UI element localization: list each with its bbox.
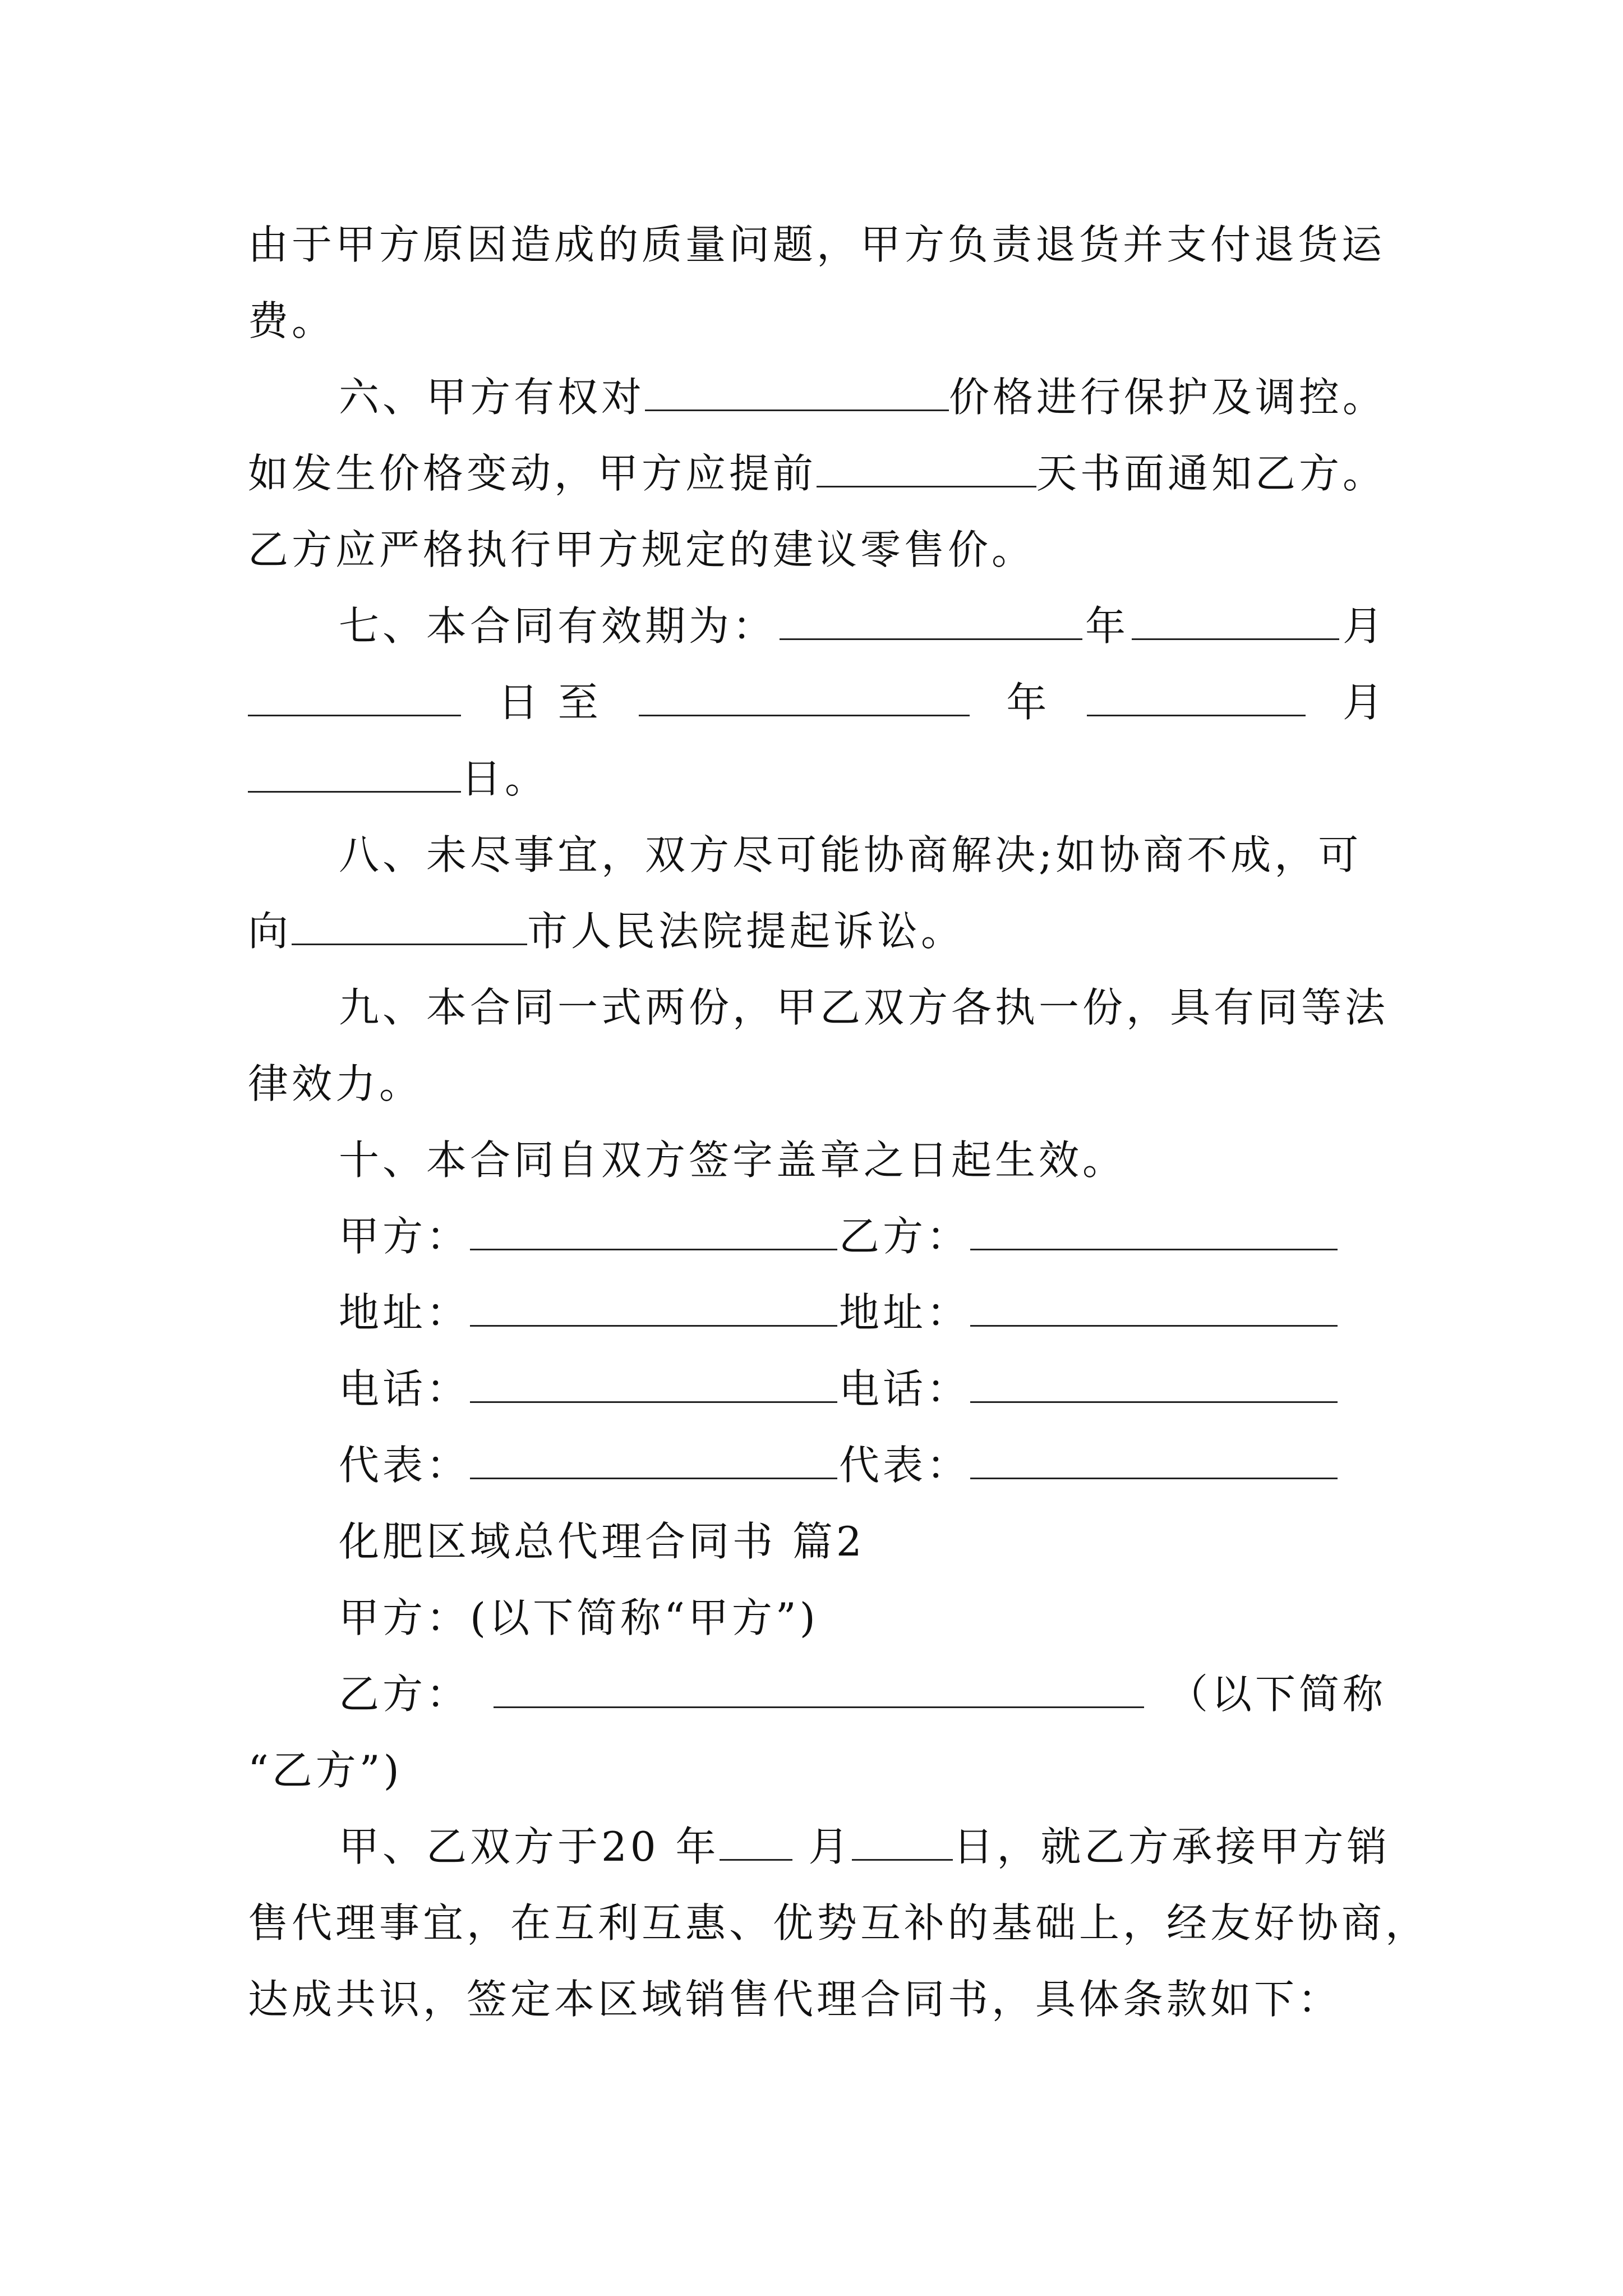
blank-field <box>248 677 461 716</box>
blank-field <box>639 677 970 716</box>
signature-rep-a <box>339 1437 837 1493</box>
clause-9-line-2 <box>248 1056 1386 1112</box>
signature-party-b <box>839 1208 1338 1264</box>
clause-7-line-3 <box>248 751 1386 807</box>
text: 售代理事宜，在互利互惠、优势互补的基础上，经友好协商， <box>248 1899 1430 1947</box>
section-2-party-a <box>339 1590 1477 1646</box>
blank-field <box>780 600 1082 640</box>
clause-9-line-1 <box>339 979 1477 1036</box>
text: 甲方：(以下简称“甲方”) <box>339 1594 819 1641</box>
section-2-intro-2 <box>248 1895 1430 1951</box>
blank-field <box>1087 677 1306 716</box>
label: 电话： <box>839 1365 971 1412</box>
text: 年 <box>1006 679 1050 726</box>
section-title: 化肥区域总代理合同书 篇2 <box>339 1518 865 1565</box>
label: 地址： <box>339 1289 471 1336</box>
section-2-intro-1 <box>339 1819 1477 1875</box>
label: 乙方： <box>839 1213 971 1260</box>
label: 电话： <box>339 1365 471 1412</box>
text: 价格进行保护及调控。 <box>948 374 1386 421</box>
clause-8-line-2 <box>248 903 1386 959</box>
section-2-intro-3 <box>248 1971 1386 2027</box>
text: 六、甲方有权对 <box>339 374 645 421</box>
signature-phone-b <box>839 1361 1338 1417</box>
clause-10 <box>339 1132 1477 1188</box>
blank-field <box>970 1439 1338 1479</box>
text: 如发生价格变动，甲方应提前 <box>248 450 817 497</box>
clause-6-line-3 <box>248 522 1386 578</box>
text: 月 <box>1342 602 1386 650</box>
signature-address-a <box>339 1285 837 1341</box>
signature-rep-b <box>839 1437 1338 1493</box>
blank-field <box>970 1363 1338 1403</box>
clause-7-line-2 <box>248 674 1386 730</box>
signature-phone-a <box>339 1361 837 1417</box>
blank-field <box>248 753 461 793</box>
label: 代表： <box>839 1442 971 1489</box>
label: 地址： <box>839 1289 971 1336</box>
paragraph-line <box>248 217 1386 273</box>
blank-field <box>970 1287 1338 1327</box>
text: 天书面通知乙方。 <box>1036 450 1386 497</box>
paragraph-line <box>248 293 1386 349</box>
text: 费。 <box>248 297 336 344</box>
section-2-party-b <box>339 1666 1386 1722</box>
text: 达成共识，签定本区域销售代理合同书，具体条款如下： <box>248 1976 1342 2023</box>
blank-field <box>1132 600 1339 640</box>
label: 代表： <box>339 1442 471 1489</box>
blank-field <box>645 371 949 411</box>
text: 日 至 <box>497 679 602 726</box>
text: 年 <box>1085 602 1129 650</box>
text: 市人民法院提起诉讼。 <box>527 908 965 955</box>
signature-party-a <box>339 1208 837 1264</box>
clause-6-line-2 <box>248 445 1386 501</box>
blank-field <box>494 1668 1144 1708</box>
text: “乙方”) <box>248 1747 403 1794</box>
section-2-party-b-end <box>248 1742 1386 1798</box>
text: 甲、乙双方于20 年 <box>339 1823 720 1870</box>
blank-field <box>970 1211 1338 1250</box>
clause-6-line-1 <box>339 369 1386 425</box>
text: 八、未尽事宜，双方尽可能协商解决;如协商不成，可 <box>339 831 1362 878</box>
text: 九、本合同一式两份，甲乙双方各执一份，具有同等法 <box>339 984 1389 1031</box>
blank-field <box>817 448 1036 487</box>
label: 甲方： <box>339 1213 471 1260</box>
text: 律效力。 <box>248 1060 423 1107</box>
clause-7-line-1 <box>339 598 1386 654</box>
label: 乙方： <box>339 1671 471 1718</box>
text: 由于甲方原因造成的质量问题，甲方负责退货并支付退货运 <box>248 221 1386 268</box>
clause-8-line-1 <box>339 827 1477 883</box>
blank-field <box>292 905 527 945</box>
blank-field <box>720 1821 792 1861</box>
text: 乙方应严格执行甲方规定的建议零售价。 <box>248 526 1036 573</box>
blank-field <box>470 1287 837 1327</box>
text: 向 <box>248 908 292 955</box>
signature-address-b <box>839 1285 1338 1341</box>
section-2-title <box>339 1513 1477 1570</box>
text: 十、本合同自双方签字盖章之日起生效。 <box>339 1137 1127 1184</box>
text: 日。 <box>461 755 549 802</box>
text: 七、本合同有效期为： <box>339 602 777 650</box>
blank-field <box>852 1821 953 1861</box>
blank-field <box>470 1439 837 1479</box>
text: 日，就乙方承接甲方销 <box>953 1823 1391 1870</box>
blank-field <box>470 1363 837 1403</box>
text: 月 <box>1342 679 1386 726</box>
text: 月 <box>808 1823 852 1870</box>
blank-field <box>470 1211 837 1250</box>
text: （以下简称 <box>1167 1671 1386 1718</box>
